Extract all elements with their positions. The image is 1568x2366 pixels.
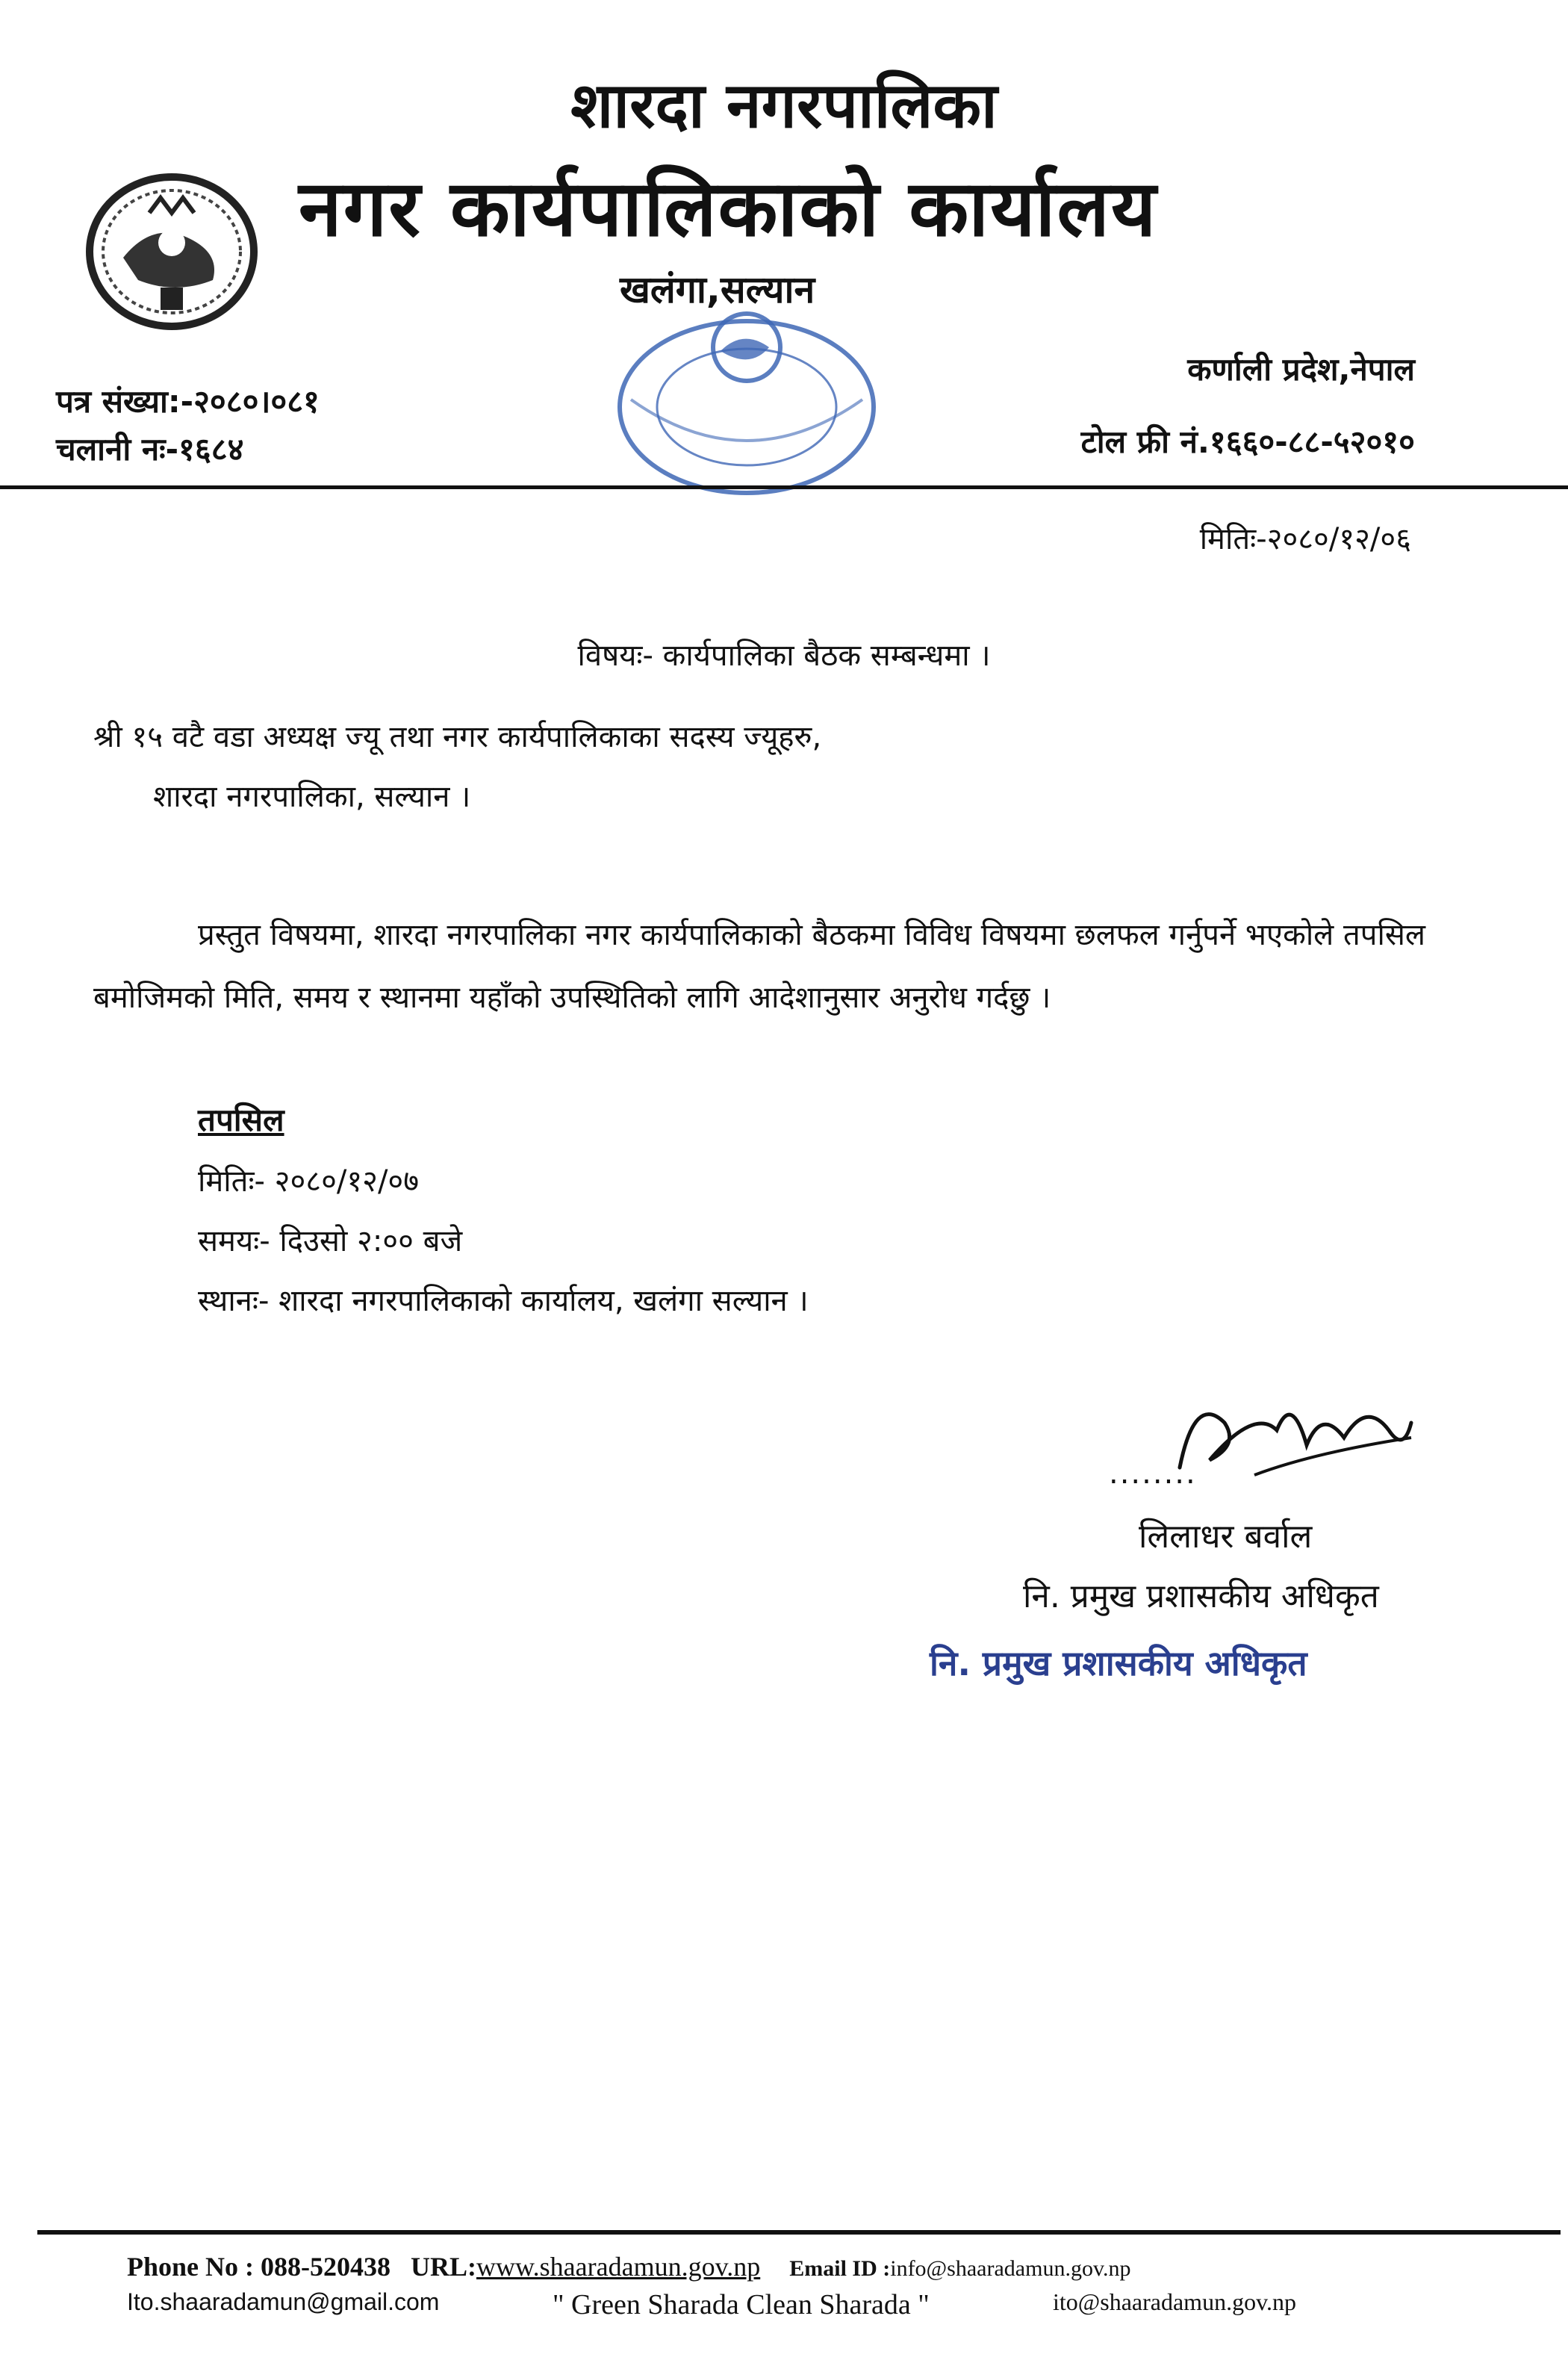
dispatch-number: चलानी नः-१६८४ xyxy=(56,431,244,468)
header-divider xyxy=(0,485,1568,489)
letter-date: मितिः-२०८०/१२/०६ xyxy=(1199,522,1411,556)
letter-number: पत्र संख्या:-२०८०।०८१ xyxy=(56,383,320,420)
footer-ito-email[interactable]: ito@shaaradamun.gov.np xyxy=(1053,2288,1296,2315)
footer-slogan: " Green Sharada Clean Sharada " xyxy=(553,2289,930,2320)
office-location: खलंगा,सल्यान xyxy=(620,268,815,311)
recipient-line-1: श्री १५ वटै वडा अध्यक्ष ज्यू तथा नगर कार्यपालिकाका सदस्य ज्यूहरु, xyxy=(93,720,822,754)
footer-gmail[interactable]: Ito.shaaradamun@gmail.com xyxy=(127,2288,440,2315)
footer-phone: Phone No : 088-520438 xyxy=(127,2252,391,2282)
footer-email-label: Email ID : xyxy=(789,2256,891,2281)
office-stamp-icon xyxy=(609,295,885,497)
meeting-time: समयः- दिउसो २:०० बजे xyxy=(198,1224,463,1258)
tapasil-heading: तपसिल xyxy=(198,1102,284,1138)
office-name: नगर कार्यपालिकाको कार्यालय xyxy=(299,163,1158,254)
meeting-venue: स्थानः- शारदा नगरपालिकाको कार्यालय, खलंगा सल्यान । xyxy=(198,1284,809,1318)
signatory-name: लिलाधर बर्वाल xyxy=(1139,1518,1313,1556)
letter-subject: विषयः- कार्यपालिका बैठक सम्बन्धमा । xyxy=(577,639,991,673)
signature-dots: ........ xyxy=(1109,1456,1197,1491)
municipality-name: शारदा नगरपालिका xyxy=(570,69,998,142)
toll-free-number: टोल फ्री नं.१६६०-८८-५२०१० xyxy=(1080,423,1415,460)
footer-url-label: URL: xyxy=(411,2252,476,2282)
letter-body: प्रस्तुत विषयमा, शारदा नगरपालिका नगर कार्यपालिकाको बैठकमा विविध विषयमा छलफल गर्नुपर्ने भएकोले तपसिल बमोजिमको मिति, समय र स्थानमा यहाँको उपस्थितिको लागि आदेशानुसार अनुरोध गर्दछु । xyxy=(93,918,1426,1015)
footer-divider xyxy=(37,2230,1561,2235)
signatory-stamp: नि. प्रमुख प्रशासकीय अधिकृत xyxy=(930,1643,1307,1683)
footer-email[interactable]: info@shaaradamun.gov.np xyxy=(890,2256,1131,2281)
province-line: कर्णाली प्रदेश,नेपाल xyxy=(1187,351,1415,388)
handwritten-signature-icon xyxy=(1165,1378,1419,1497)
footer-url-link[interactable]: www.shaaradamun.gov.np xyxy=(476,2252,761,2282)
signatory-title: नि. प्रमुख प्रशासकीय अधिकृत xyxy=(1023,1577,1379,1615)
recipient-line-2: शारदा नगरपालिका, सल्यान । xyxy=(153,780,471,814)
nepal-emblem-icon xyxy=(78,168,265,336)
footer-contact-line xyxy=(127,2251,1131,2282)
meeting-date: मितिः- २०८०/१२/०७ xyxy=(198,1164,420,1199)
